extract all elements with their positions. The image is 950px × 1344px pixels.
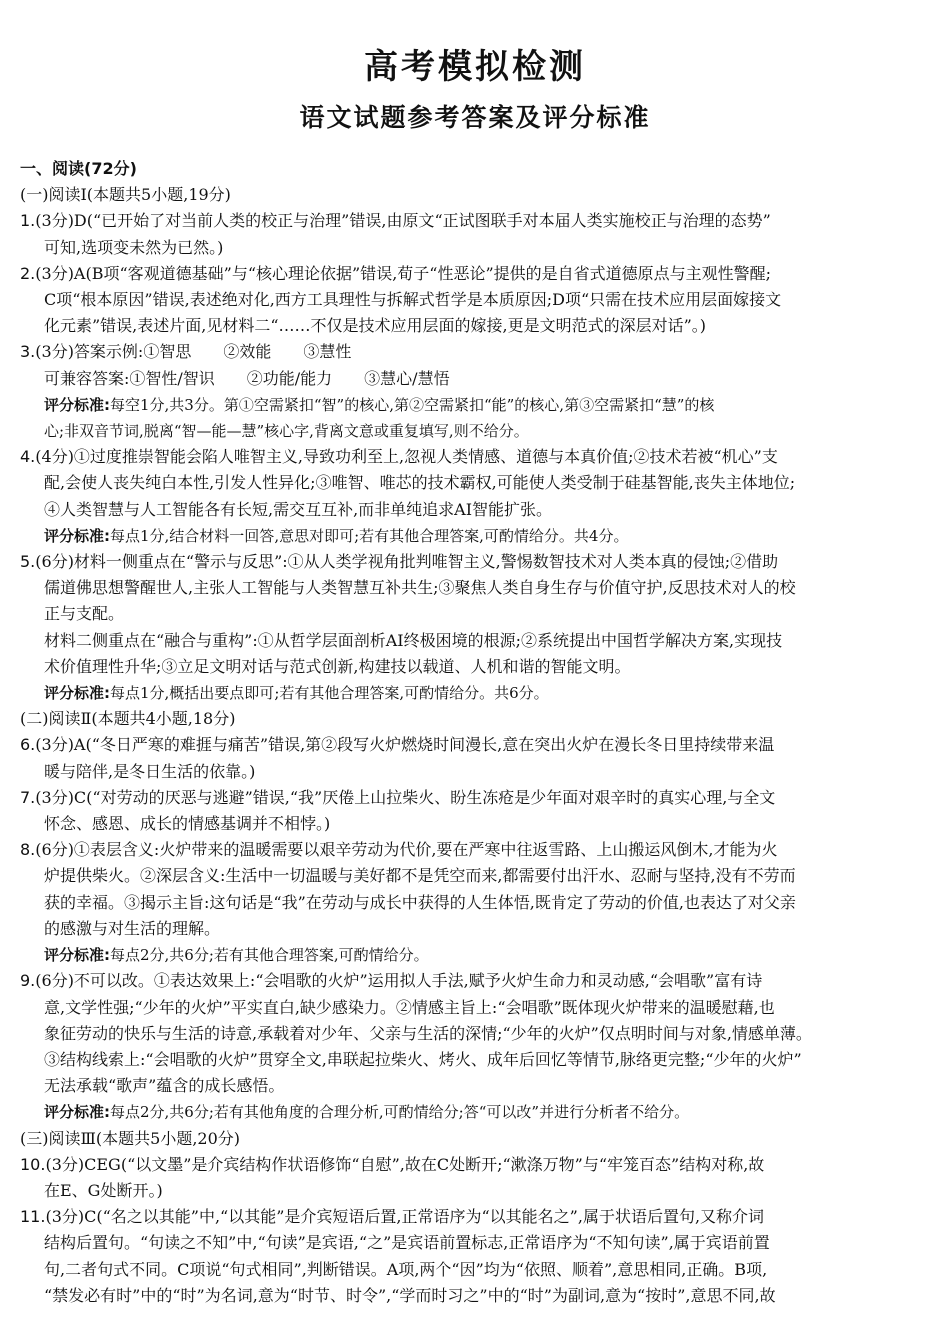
subsection-heading: (二)阅读Ⅱ(本题共4小题,18分) xyxy=(20,709,236,729)
item-number: 8. xyxy=(20,840,36,860)
item-number: 1. xyxy=(20,211,36,231)
item-number: 9. xyxy=(20,971,36,991)
answer-item xyxy=(20,549,930,575)
answer-text: 在E、G处断开。) xyxy=(44,1180,163,1200)
answer-text: 可兼容答案:①智性/智识 ②功能/能力 ③慧心/慧悟 xyxy=(44,368,450,388)
answer-item xyxy=(20,732,930,758)
answer-item xyxy=(20,968,930,994)
scoring-text: 心;非双音节词,脱离“智—能—慧”核心字,背离文意或重复填写,则不给分。 xyxy=(44,422,529,441)
answer-text: 暖与陪伴,是冬日生活的依靠。) xyxy=(44,761,256,781)
scoring-text: 每空1分,共3分。第①空需紧扣“智”的核心,第②空需紧扣“能”的核心,第③空需紧扣“慧”的核 xyxy=(110,395,715,414)
scoring-label: 评分标准: xyxy=(44,526,110,545)
answer-text: (3分)A(B项“客观道德基础”与“核心理论依据”错误,荀子“性恶论”提供的是自省式道德原点与主观性警醒; xyxy=(35,263,772,283)
item-number: 7. xyxy=(20,787,36,807)
answer-text: 化元素”错误,表述片面,见材料二“……不仅是技术应用层面的嫁接,更是文明范式的深层对话”。) xyxy=(44,316,707,336)
scoring-label: 评分标准: xyxy=(44,946,110,965)
subsection-heading: (三)阅读Ⅲ(本题共5小题,20分) xyxy=(20,1128,241,1148)
answer-text: (3分)D(“已开始了对当前人类的校正与治理”错误,由原文“正试图联手对本届人类实施校正与治理的态势” xyxy=(35,211,771,231)
scoring-criteria xyxy=(20,1099,930,1125)
answer-text: C项“根本原因”错误,表述绝对化,西方工具理性与拆解式哲学是本质原因;D项“只需在技术应用层面嫁接文 xyxy=(44,290,782,310)
subsection-heading: (一)阅读Ⅰ(本题共5小题,19分) xyxy=(20,185,231,205)
answer-text: 儒道佛思想警醒世人,主张人工智能与人类智慧互补共生;③聚焦人类自身生存与价值守护,反思技术对人的校 xyxy=(44,578,796,598)
scoring-text: 每点2分,共6分;若有其他合理答案,可酌情给分。 xyxy=(110,946,429,965)
scoring-text: 每点1分,结合材料一回答,意思对即可;若有其他合理答案,可酌情给分。共4分。 xyxy=(110,526,629,545)
answer-content xyxy=(20,156,930,1309)
answer-text: 象征劳动的快乐与生活的诗意,承载着对少年、父亲与生活的深情;“少年的火炉”仅点明时间与对象,情感单薄。 xyxy=(44,1023,812,1043)
item-number: 3. xyxy=(20,342,36,362)
answer-item xyxy=(20,208,930,234)
answer-text: 可知,选项变未然为已然。) xyxy=(44,237,224,257)
scoring-text: 每点1分,概括出要点即可;若有其他合理答案,可酌情给分。共6分。 xyxy=(110,684,549,703)
scoring-criteria xyxy=(20,942,930,968)
item-number: 11. xyxy=(20,1207,46,1227)
item-number: 4. xyxy=(20,447,36,467)
answer-text: (4分)①过度推崇智能会陷人唯智主义,导致功利至上,忽视人类情感、道德与本真价值;②技术若被“机心”支 xyxy=(35,447,778,467)
answer-text: 材料二侧重点在“融合与重构”:①从哲学层面剖析AI终极困境的根源;②系统提出中国哲学解决方案,实现技 xyxy=(44,630,783,650)
answer-text: ④人类智慧与人工智能各有长短,需交互互补,而非单纯追求AI智能扩张。 xyxy=(44,499,553,519)
scoring-criteria xyxy=(20,680,930,706)
answer-text: (3分)答案示例:①智思 ②效能 ③慧性 xyxy=(35,342,352,362)
answer-text: (3分)A(“冬日严寒的难捱与痛苦”错误,第②段写火炉燃烧时间漫长,意在突出火炉在漫长冬日里持续带来温 xyxy=(35,735,775,755)
answer-text: (3分)CEG(“以文墨”是介宾结构作状语修饰“自慰”,故在C处断开;“漱涤万物”与“牢笼百态”结构对称,故 xyxy=(45,1154,765,1174)
answer-text: 配,会使人丧失纯白本性,引发人性异化;③唯智、唯芯的技术霸权,可能使人类受制于硅基智能,丧失主体地位; xyxy=(44,473,796,493)
item-number: 6. xyxy=(20,735,36,755)
scoring-label: 评分标准: xyxy=(44,395,110,414)
answer-text: 怀念、感恩、成长的情感基调并不相悖。) xyxy=(44,814,331,834)
section-heading: 一、阅读(72分) xyxy=(20,159,137,178)
item-number: 5. xyxy=(20,552,36,572)
answer-text: “禁发必有时”中的“时”为名词,意为“时节、时令”,“学而时习之”中的“时”为副词,意为“按时”,意思不同,故 xyxy=(44,1285,776,1305)
answer-text: 术价值理性升华;③立足文明对话与范式创新,构建技以载道、人机和谐的智能文明。 xyxy=(44,656,631,676)
answer-text: 的感激与对生活的理解。 xyxy=(44,918,221,938)
answer-text: (3分)C(“名之以其能”中,“以其能”是介宾短语后置,正常语序为“以其能名之”,属于状语后置句,又称介词 xyxy=(45,1207,765,1227)
answer-item xyxy=(20,837,930,863)
page-title: 高考模拟检测 xyxy=(364,47,586,87)
answer-text: 获的幸福。③揭示主旨:这句话是“我”在劳动与成长中获得的人生体悟,既肯定了劳动的价值,也表达了对父亲 xyxy=(44,892,796,912)
answer-item xyxy=(20,1204,930,1230)
scoring-criteria xyxy=(20,523,930,549)
answer-text: (3分)C(“对劳动的厌恶与逃避”错误,“我”厌倦上山拉柴火、盼生冻疮是少年面对艰辛时的真实心理,与全文 xyxy=(35,787,776,807)
answer-text: 炉提供柴火。②深层含义:生活中一切温暖与美好都不是凭空而来,都需要付出汗水、忍耐与坚持,没有不劳而 xyxy=(44,866,796,886)
scoring-criteria xyxy=(20,392,930,418)
scoring-label: 评分标准: xyxy=(44,1103,110,1122)
answer-text: (6分)①表层含义:火炉带来的温暖需要以艰辛劳动为代价,要在严寒中往返雪路、上山搬运风倒木,才能为火 xyxy=(35,840,778,860)
page-subtitle: 语文试题参考答案及评分标准 xyxy=(299,103,651,132)
answer-item xyxy=(20,339,930,365)
answer-text: 结构后置句。“句读之不知”中,“句读”是宾语,“之”是宾语前置标志,正常语序为“不知句读”,属于宾语前置 xyxy=(44,1233,770,1253)
answer-text: 正与支配。 xyxy=(44,604,125,624)
answer-item xyxy=(20,1152,930,1178)
answer-item xyxy=(20,261,930,287)
answer-text: 意,文学性强;“少年的火炉”平实直白,缺少感染力。②情感主旨上:“会唱歌”既体现火炉带来的温暖慰藉,也 xyxy=(44,997,775,1017)
answer-item xyxy=(20,444,930,470)
answer-text: (6分)材料一侧重点在“警示与反思”:①从人类学视角批判唯智主义,警惕数智技术对人类本真的侵蚀;②借助 xyxy=(35,552,779,572)
item-number: 2. xyxy=(20,263,36,283)
answer-text: (6分)不可以改。①表达效果上:“会唱歌的火炉”运用拟人手法,赋予火炉生命力和灵动感,“会唱歌”富有诗 xyxy=(35,971,763,991)
answer-item xyxy=(20,785,930,811)
item-number: 10. xyxy=(20,1154,46,1174)
answer-text: ③结构线索上:“会唱歌的火炉”贯穿全文,串联起拉柴火、烤火、成年后回忆等情节,脉络更完整;“少年的火炉” xyxy=(44,1049,802,1069)
scoring-text: 每点2分,共6分;若有其他角度的合理分析,可酌情给分;答“可以改”并进行分析者不给分。 xyxy=(110,1103,690,1122)
answer-text: 无法承载“歌声”蕴含的成长感悟。 xyxy=(44,1076,285,1096)
scoring-label: 评分标准: xyxy=(44,684,110,703)
answer-text: 句,二者句式不同。C项说“句式相同”,判断错误。A项,两个“因”均为“依照、顺着”,意思相同,正确。B项, xyxy=(44,1259,768,1279)
